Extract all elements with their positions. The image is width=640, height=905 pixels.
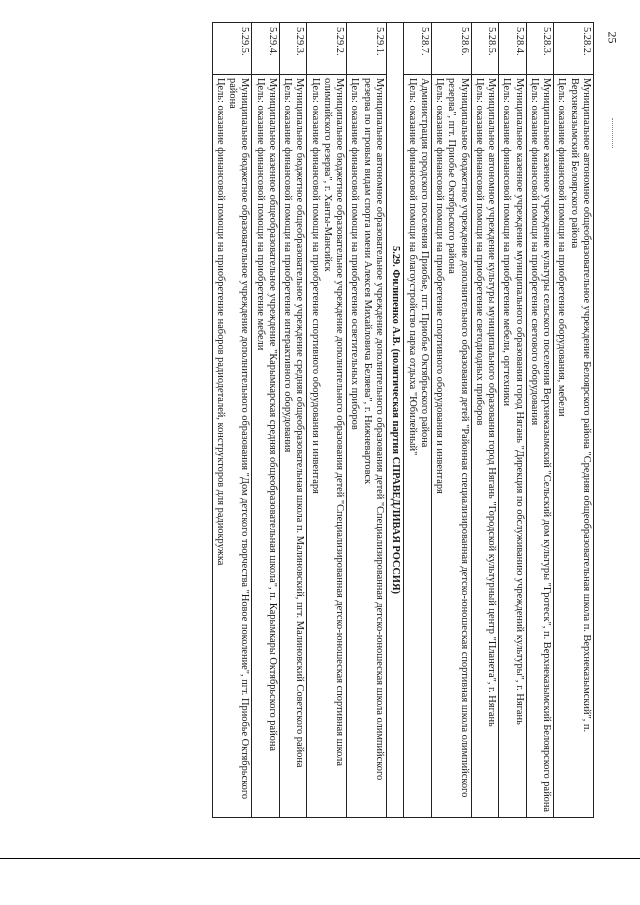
section-title: 5.29. Филипенко А.В. (политическая партия СПРАВЕДЛИВАЯ РОССИЯ) — [387, 23, 404, 818]
recipient-text: Муниципальное казенное учреждение муниципального образования город Нягань "Дирекция по обслуживанию учреждений культуры", г. Нягань — [513, 78, 525, 725]
recipient-text: Муниципальное автономное учреждение культуры муниципального образования город Нягань "Городской культурный центр "Планета", г. Нягань — [486, 78, 498, 727]
row-number: 5.28.2. — [554, 23, 594, 75]
table-row — [431, 23, 471, 818]
row-description — [431, 75, 471, 818]
table-row — [279, 23, 307, 818]
recipient-text: Муниципальное автономное образовательное учреждение дополнительного образования детей "Специализированная детско-юношеская школа олимпийского резерва по игровым видам спорта имени Алексея Михайловича Беляева", г. Нижневартовск — [361, 78, 386, 781]
table-row — [499, 23, 527, 818]
purpose-text: Цель: оказание финансовой помощи на приобретение осветительных приборов — [349, 78, 361, 430]
row-number: 5.29.4. — [252, 23, 280, 75]
recipient-text: Муниципальное бюджетное учреждение дополнительного образования детей "Районная специализированная детско-юношеская спортивная школа олимпийского резерва", пгт. Приобье Октябрьского района — [446, 78, 470, 798]
row-description — [404, 75, 432, 818]
table-row — [404, 23, 432, 818]
row-number: 5.29.5. — [212, 23, 252, 75]
row-number: 5.28.3. — [526, 23, 554, 75]
row-description — [279, 75, 307, 818]
purpose-text: Цель: оказание финансовой помощи на приобретение мебели — [254, 78, 266, 351]
rotated-page — [70, 22, 594, 818]
recipient-text: Муниципальное бюджетное образовательное учреждение дополнительного образования "Дом детского творчества "Новое поколение", пгт. Приобье Октябрьского района — [227, 78, 251, 800]
recipient-text: Муниципальное автономное общеобразовательное учреждение Белоярского района "Средняя общеобразовательная школа п. Верхнеказымский", п. Верхнеказымский Белоярского района — [568, 78, 592, 733]
purpose-text: Цель: оказание финансовой помощи на приобретение спортивного оборудования и инвентаря — [309, 78, 321, 494]
purpose-text: Цель: оказание финансовой помощи на приобретение интерактивного оборудования — [282, 78, 294, 453]
row-description — [471, 75, 499, 818]
row-number: 5.28.4. — [499, 23, 527, 75]
row-number: 5.29.2. — [307, 23, 347, 75]
row-description — [252, 75, 280, 818]
rotated-content — [70, 22, 594, 818]
row-number: 5.28.6. — [431, 23, 471, 75]
purpose-text: Цель: оказание финансовой помощи на приобретение светодиодных приборов — [473, 78, 485, 426]
row-number: 5.29.1. — [347, 23, 387, 75]
row-number: 5.28.5. — [471, 23, 499, 75]
footer-rule — [0, 858, 640, 859]
table-row — [347, 23, 387, 818]
table-row — [212, 23, 252, 818]
purpose-text: Цель: оказание финансовой помощи на приобретение оборудования, мебели — [556, 78, 568, 417]
table-row — [526, 23, 554, 818]
table-row — [554, 23, 594, 818]
row-description — [307, 75, 347, 818]
table-row — [252, 23, 280, 818]
page-number: 25 — [605, 31, 620, 44]
row-description — [499, 75, 527, 818]
purpose-text: Цель: оказание финансовой помощи на приобретение светового оборудования — [528, 78, 540, 426]
purpose-text: Цель: оказание финансовой помощи на приобретение наборов радиодеталей, конструкторов для радиокружка — [214, 78, 226, 566]
row-description — [212, 75, 252, 818]
recipient-text: Муниципальное казенное учреждение культуры сельского поселения Верхнеказымский "Сельский дом культуры "Гротеск", п. Верхнеказымский Белоярского района — [541, 78, 553, 813]
section-header-row — [387, 23, 404, 818]
row-number: 5.29.3. — [279, 23, 307, 75]
row-description — [347, 75, 387, 818]
purpose-text: Цель: оказание финансовой помощи на приобретение спортивного оборудования и инвентаря — [434, 78, 446, 494]
grants-table — [212, 22, 594, 818]
purpose-text: Цель: оказание финансовой помощи на приобретение мебели, оргтехники — [501, 78, 513, 407]
margin-dots — [612, 118, 615, 148]
recipient-text: Муниципальное бюджетное общеобразовательное учреждение средняя общеобразовательная школа п. Малиновский, пгт. Малиновский Советского района — [294, 78, 306, 768]
row-number: 5.28.7. — [404, 23, 432, 75]
purpose-text: Цель: оказание финансовой помощи на благоустройство парка отдыха "Юбилейный" — [406, 78, 418, 456]
grants-table-body — [212, 23, 593, 818]
recipient-text: Администрация городского поселения Приобье, пгт. Приобье Октябрьского района — [418, 78, 430, 448]
recipient-text: Муниципальное казенное общеобразовательное учреждение "Карымкарская средняя общеобразовательная школа", п. Карымкары Октябрьского района — [266, 78, 278, 752]
table-row — [471, 23, 499, 818]
row-description — [554, 75, 594, 818]
recipient-text: Муниципальное бюджетное образовательное учреждение дополнительного образования детей "Специализированная детско-юношеская спортивная школа олимпийского резерва", г. Ханты-Мансийск — [321, 78, 346, 766]
table-row — [307, 23, 347, 818]
row-description — [526, 75, 554, 818]
